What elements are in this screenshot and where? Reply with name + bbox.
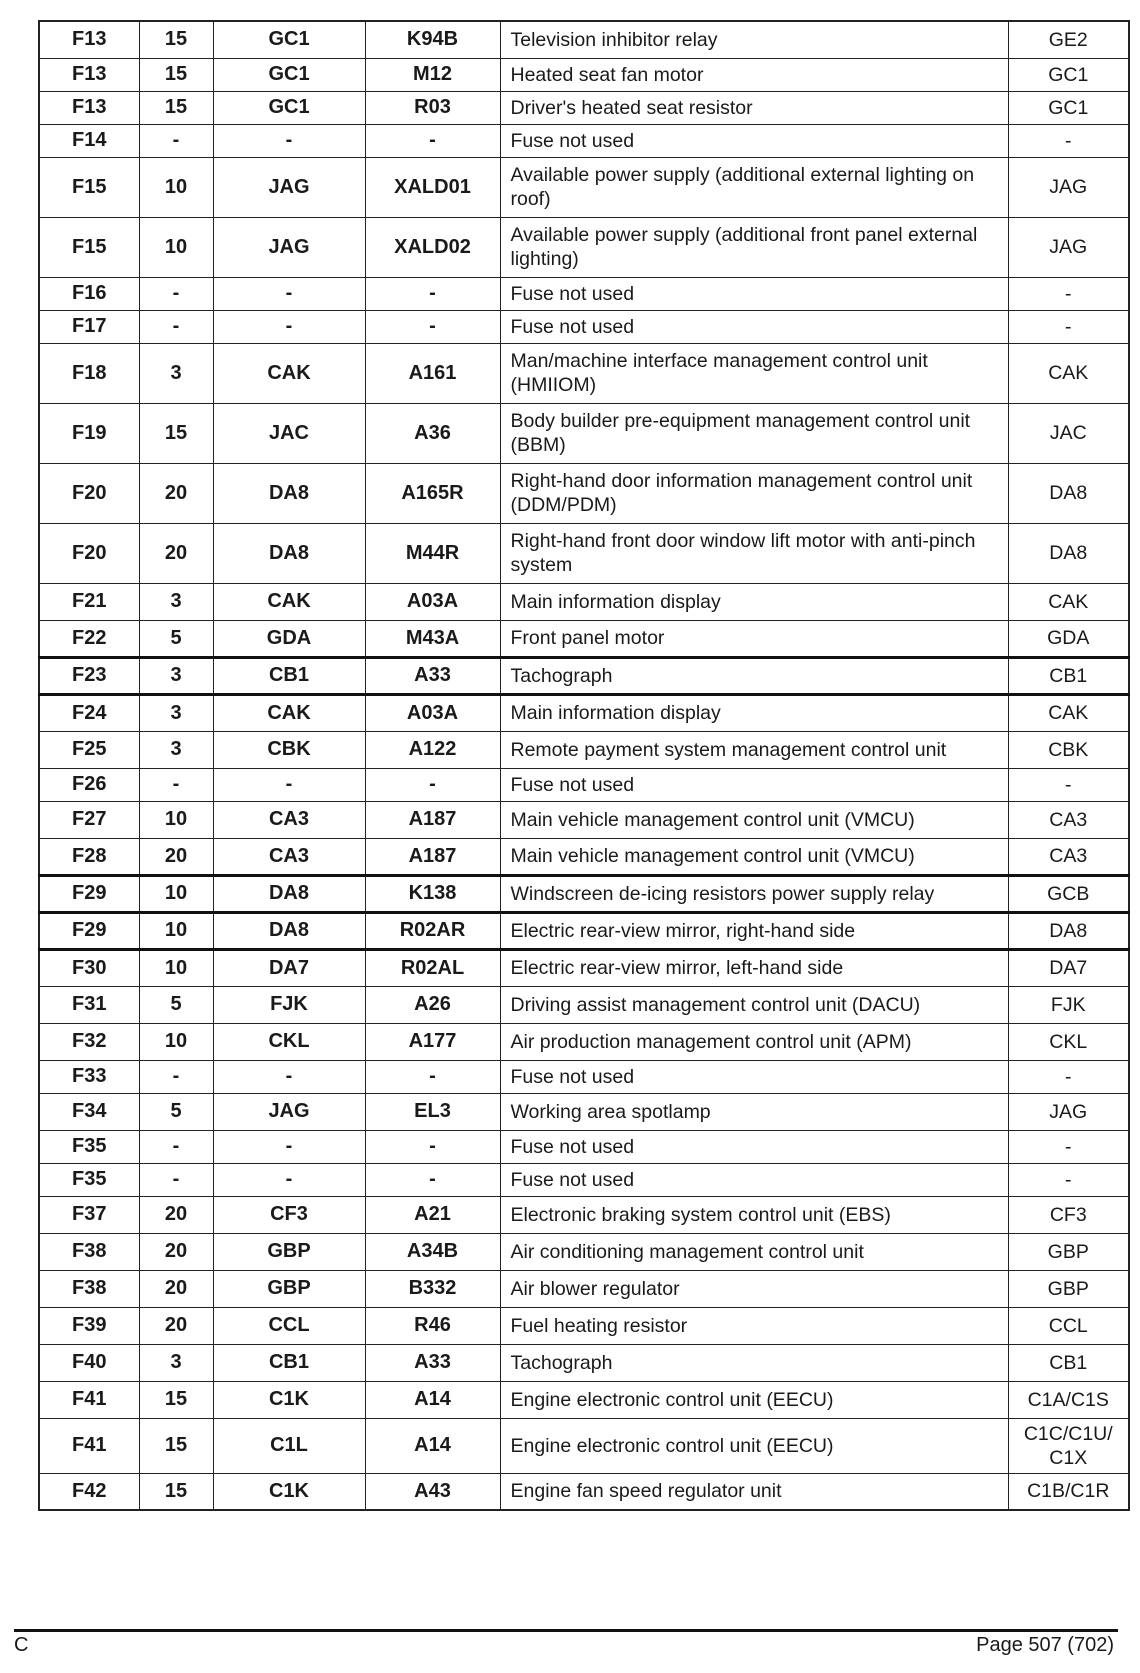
cell-line: - bbox=[1008, 1163, 1129, 1196]
cell-supply: DA8 bbox=[213, 523, 365, 583]
cell-component: - bbox=[365, 277, 500, 310]
cell-line: DA7 bbox=[1008, 949, 1129, 986]
cell-line: CA3 bbox=[1008, 801, 1129, 838]
cell-supply: - bbox=[213, 768, 365, 801]
cell-description: Electric rear-view mirror, left-hand side bbox=[500, 949, 1008, 986]
cell-line: GBP bbox=[1008, 1270, 1129, 1307]
cell-fuse: F18 bbox=[39, 343, 139, 403]
cell-line: DA8 bbox=[1008, 912, 1129, 949]
table-row bbox=[39, 523, 1129, 583]
cell-rating: 10 bbox=[139, 157, 213, 217]
cell-supply: - bbox=[213, 277, 365, 310]
cell-fuse: F30 bbox=[39, 949, 139, 986]
cell-description: Air production management control unit (APM) bbox=[500, 1023, 1008, 1060]
cell-component: A33 bbox=[365, 1344, 500, 1381]
cell-rating: - bbox=[139, 310, 213, 343]
cell-description: Windscreen de-icing resistors power supply relay bbox=[500, 875, 1008, 912]
cell-component: M44R bbox=[365, 523, 500, 583]
cell-line: DA8 bbox=[1008, 463, 1129, 523]
fuse-table-body bbox=[39, 21, 1129, 1510]
cell-fuse: F17 bbox=[39, 310, 139, 343]
cell-supply: JAG bbox=[213, 217, 365, 277]
cell-description: Right-hand door information management control unit (DDM/PDM) bbox=[500, 463, 1008, 523]
cell-line: GDA bbox=[1008, 620, 1129, 657]
cell-rating: 10 bbox=[139, 217, 213, 277]
table-row bbox=[39, 91, 1129, 124]
cell-description: Fuse not used bbox=[500, 1060, 1008, 1093]
cell-supply: CA3 bbox=[213, 838, 365, 875]
cell-description: Fuse not used bbox=[500, 1130, 1008, 1163]
cell-rating: 5 bbox=[139, 620, 213, 657]
cell-supply: DA8 bbox=[213, 463, 365, 523]
table-row bbox=[39, 838, 1129, 875]
cell-supply: C1K bbox=[213, 1473, 365, 1510]
cell-supply: CF3 bbox=[213, 1196, 365, 1233]
cell-line: CCL bbox=[1008, 1307, 1129, 1344]
cell-line: CB1 bbox=[1008, 657, 1129, 694]
cell-rating: - bbox=[139, 277, 213, 310]
cell-fuse: F38 bbox=[39, 1270, 139, 1307]
cell-supply: - bbox=[213, 1130, 365, 1163]
cell-rating: 20 bbox=[139, 523, 213, 583]
cell-supply: CA3 bbox=[213, 801, 365, 838]
cell-description: Driver's heated seat resistor bbox=[500, 91, 1008, 124]
table-row bbox=[39, 58, 1129, 91]
cell-component: - bbox=[365, 1060, 500, 1093]
cell-component: - bbox=[365, 1163, 500, 1196]
cell-fuse: F35 bbox=[39, 1163, 139, 1196]
cell-supply: CB1 bbox=[213, 1344, 365, 1381]
cell-component: EL3 bbox=[365, 1093, 500, 1130]
cell-description: Electric rear-view mirror, right-hand side bbox=[500, 912, 1008, 949]
cell-rating: 3 bbox=[139, 343, 213, 403]
cell-line: CF3 bbox=[1008, 1196, 1129, 1233]
cell-line: - bbox=[1008, 124, 1129, 157]
cell-description: Main information display bbox=[500, 694, 1008, 731]
cell-fuse: F33 bbox=[39, 1060, 139, 1093]
cell-rating: 20 bbox=[139, 463, 213, 523]
cell-supply: - bbox=[213, 1163, 365, 1196]
table-row bbox=[39, 1130, 1129, 1163]
cell-rating: 15 bbox=[139, 1473, 213, 1510]
cell-rating: 15 bbox=[139, 58, 213, 91]
cell-line: C1C/C1U/ C1X bbox=[1008, 1418, 1129, 1473]
cell-rating: - bbox=[139, 1060, 213, 1093]
cell-fuse: F19 bbox=[39, 403, 139, 463]
cell-supply: FJK bbox=[213, 986, 365, 1023]
cell-fuse: F35 bbox=[39, 1130, 139, 1163]
cell-description: Remote payment system management control unit bbox=[500, 731, 1008, 768]
cell-supply: - bbox=[213, 124, 365, 157]
cell-supply: GC1 bbox=[213, 58, 365, 91]
cell-description: Tachograph bbox=[500, 1344, 1008, 1381]
cell-description: Main vehicle management control unit (VMCU) bbox=[500, 838, 1008, 875]
cell-description: Engine fan speed regulator unit bbox=[500, 1473, 1008, 1510]
cell-rating: - bbox=[139, 1163, 213, 1196]
cell-rating: 15 bbox=[139, 1381, 213, 1418]
cell-component: XALD02 bbox=[365, 217, 500, 277]
cell-component: XALD01 bbox=[365, 157, 500, 217]
cell-rating: 3 bbox=[139, 583, 213, 620]
table-row bbox=[39, 1307, 1129, 1344]
cell-component: A161 bbox=[365, 343, 500, 403]
cell-component: A177 bbox=[365, 1023, 500, 1060]
cell-line: GBP bbox=[1008, 1233, 1129, 1270]
cell-line: CBK bbox=[1008, 731, 1129, 768]
cell-component: A26 bbox=[365, 986, 500, 1023]
cell-fuse: F14 bbox=[39, 124, 139, 157]
cell-supply: DA7 bbox=[213, 949, 365, 986]
cell-fuse: F34 bbox=[39, 1093, 139, 1130]
cell-fuse: F41 bbox=[39, 1381, 139, 1418]
cell-rating: 15 bbox=[139, 91, 213, 124]
table-row bbox=[39, 768, 1129, 801]
cell-fuse: F27 bbox=[39, 801, 139, 838]
cell-description: Fuse not used bbox=[500, 124, 1008, 157]
table-row bbox=[39, 801, 1129, 838]
cell-component: A165R bbox=[365, 463, 500, 523]
cell-supply: GC1 bbox=[213, 91, 365, 124]
cell-line: - bbox=[1008, 768, 1129, 801]
cell-supply: CAK bbox=[213, 343, 365, 403]
cell-component: A187 bbox=[365, 838, 500, 875]
cell-rating: 20 bbox=[139, 1233, 213, 1270]
cell-fuse: F32 bbox=[39, 1023, 139, 1060]
cell-fuse: F20 bbox=[39, 523, 139, 583]
cell-component: - bbox=[365, 310, 500, 343]
table-row bbox=[39, 694, 1129, 731]
cell-description: Main information display bbox=[500, 583, 1008, 620]
cell-description: Front panel motor bbox=[500, 620, 1008, 657]
cell-line: CAK bbox=[1008, 583, 1129, 620]
cell-supply: C1L bbox=[213, 1418, 365, 1473]
table-row bbox=[39, 1196, 1129, 1233]
cell-line: DA8 bbox=[1008, 523, 1129, 583]
fuse-table bbox=[38, 20, 1130, 1511]
cell-rating: 20 bbox=[139, 1270, 213, 1307]
cell-component: M12 bbox=[365, 58, 500, 91]
cell-fuse: F26 bbox=[39, 768, 139, 801]
cell-description: Body builder pre-equipment management control unit (BBM) bbox=[500, 403, 1008, 463]
cell-supply: CAK bbox=[213, 694, 365, 731]
cell-description: Available power supply (additional external lighting on roof) bbox=[500, 157, 1008, 217]
cell-line: CA3 bbox=[1008, 838, 1129, 875]
cell-rating: 5 bbox=[139, 1093, 213, 1130]
cell-rating: 15 bbox=[139, 21, 213, 58]
cell-description: Driving assist management control unit (DACU) bbox=[500, 986, 1008, 1023]
cell-description: Fuse not used bbox=[500, 310, 1008, 343]
cell-component: R02AR bbox=[365, 912, 500, 949]
cell-line: C1B/C1R bbox=[1008, 1473, 1129, 1510]
cell-fuse: F15 bbox=[39, 157, 139, 217]
cell-supply: JAC bbox=[213, 403, 365, 463]
cell-rating: - bbox=[139, 124, 213, 157]
cell-component: A43 bbox=[365, 1473, 500, 1510]
cell-line: C1A/C1S bbox=[1008, 1381, 1129, 1418]
cell-fuse: F29 bbox=[39, 875, 139, 912]
table-row bbox=[39, 1270, 1129, 1307]
cell-line: JAC bbox=[1008, 403, 1129, 463]
table-row bbox=[39, 277, 1129, 310]
cell-fuse: F28 bbox=[39, 838, 139, 875]
cell-rating: 10 bbox=[139, 912, 213, 949]
cell-fuse: F37 bbox=[39, 1196, 139, 1233]
footer-rule bbox=[14, 1629, 1118, 1632]
page-number: Page 507 (702) bbox=[976, 1634, 1114, 1656]
cell-rating: 3 bbox=[139, 731, 213, 768]
table-row bbox=[39, 583, 1129, 620]
cell-description: Working area spotlamp bbox=[500, 1093, 1008, 1130]
cell-component: A03A bbox=[365, 583, 500, 620]
cell-component: - bbox=[365, 768, 500, 801]
cell-supply: CB1 bbox=[213, 657, 365, 694]
table-row bbox=[39, 1418, 1129, 1473]
cell-description: Fuse not used bbox=[500, 1163, 1008, 1196]
cell-description: Television inhibitor relay bbox=[500, 21, 1008, 58]
table-row bbox=[39, 657, 1129, 694]
cell-description: Fuse not used bbox=[500, 277, 1008, 310]
cell-rating: 20 bbox=[139, 1307, 213, 1344]
table-row bbox=[39, 1023, 1129, 1060]
cell-rating: 10 bbox=[139, 875, 213, 912]
cell-fuse: F20 bbox=[39, 463, 139, 523]
cell-fuse: F15 bbox=[39, 217, 139, 277]
cell-rating: 20 bbox=[139, 1196, 213, 1233]
table-row bbox=[39, 986, 1129, 1023]
cell-rating: 15 bbox=[139, 1418, 213, 1473]
cell-description: Man/machine interface management control unit (HMIIOM) bbox=[500, 343, 1008, 403]
cell-rating: 3 bbox=[139, 657, 213, 694]
table-row bbox=[39, 1233, 1129, 1270]
cell-line: GC1 bbox=[1008, 91, 1129, 124]
cell-fuse: F31 bbox=[39, 986, 139, 1023]
table-row bbox=[39, 1093, 1129, 1130]
cell-fuse: F13 bbox=[39, 58, 139, 91]
cell-fuse: F24 bbox=[39, 694, 139, 731]
cell-fuse: F40 bbox=[39, 1344, 139, 1381]
cell-supply: DA8 bbox=[213, 912, 365, 949]
cell-line: CKL bbox=[1008, 1023, 1129, 1060]
cell-component: A03A bbox=[365, 694, 500, 731]
table-row bbox=[39, 21, 1129, 58]
cell-line: JAG bbox=[1008, 157, 1129, 217]
cell-rating: - bbox=[139, 1130, 213, 1163]
cell-line: GC1 bbox=[1008, 58, 1129, 91]
cell-fuse: F39 bbox=[39, 1307, 139, 1344]
cell-rating: 10 bbox=[139, 949, 213, 986]
cell-component: M43A bbox=[365, 620, 500, 657]
cell-component: - bbox=[365, 124, 500, 157]
cell-supply: GDA bbox=[213, 620, 365, 657]
cell-line: JAG bbox=[1008, 217, 1129, 277]
cell-component: A33 bbox=[365, 657, 500, 694]
cell-line: - bbox=[1008, 1130, 1129, 1163]
cell-description: Engine electronic control unit (EECU) bbox=[500, 1418, 1008, 1473]
table-row bbox=[39, 463, 1129, 523]
cell-rating: 15 bbox=[139, 403, 213, 463]
cell-supply: JAG bbox=[213, 157, 365, 217]
cell-line: GCB bbox=[1008, 875, 1129, 912]
cell-supply: JAG bbox=[213, 1093, 365, 1130]
cell-fuse: F16 bbox=[39, 277, 139, 310]
cell-supply: DA8 bbox=[213, 875, 365, 912]
cell-description: Main vehicle management control unit (VMCU) bbox=[500, 801, 1008, 838]
cell-component: A36 bbox=[365, 403, 500, 463]
cell-supply: - bbox=[213, 1060, 365, 1093]
cell-component: - bbox=[365, 1130, 500, 1163]
table-row bbox=[39, 912, 1129, 949]
cell-component: K138 bbox=[365, 875, 500, 912]
cell-description: Tachograph bbox=[500, 657, 1008, 694]
cell-line: JAG bbox=[1008, 1093, 1129, 1130]
cell-component: R03 bbox=[365, 91, 500, 124]
cell-fuse: F42 bbox=[39, 1473, 139, 1510]
table-row bbox=[39, 1473, 1129, 1510]
cell-description: Heated seat fan motor bbox=[500, 58, 1008, 91]
table-row bbox=[39, 731, 1129, 768]
table-row bbox=[39, 343, 1129, 403]
table-row bbox=[39, 1060, 1129, 1093]
cell-description: Engine electronic control unit (EECU) bbox=[500, 1381, 1008, 1418]
cell-fuse: F13 bbox=[39, 21, 139, 58]
cell-fuse: F25 bbox=[39, 731, 139, 768]
cell-line: FJK bbox=[1008, 986, 1129, 1023]
cell-rating: 3 bbox=[139, 1344, 213, 1381]
cell-fuse: F23 bbox=[39, 657, 139, 694]
table-row bbox=[39, 875, 1129, 912]
cell-component: A122 bbox=[365, 731, 500, 768]
cell-component: B332 bbox=[365, 1270, 500, 1307]
table-row bbox=[39, 403, 1129, 463]
cell-line: CAK bbox=[1008, 694, 1129, 731]
cell-supply: CKL bbox=[213, 1023, 365, 1060]
cell-rating: 3 bbox=[139, 694, 213, 731]
cell-component: A187 bbox=[365, 801, 500, 838]
table-row bbox=[39, 949, 1129, 986]
cell-component: R02AL bbox=[365, 949, 500, 986]
cell-line: - bbox=[1008, 310, 1129, 343]
footer-section-letter: C bbox=[14, 1634, 29, 1656]
cell-supply: CCL bbox=[213, 1307, 365, 1344]
cell-rating: - bbox=[139, 768, 213, 801]
cell-supply: CAK bbox=[213, 583, 365, 620]
cell-component: A34B bbox=[365, 1233, 500, 1270]
cell-supply: GBP bbox=[213, 1233, 365, 1270]
cell-description: Available power supply (additional front panel external lighting) bbox=[500, 217, 1008, 277]
table-row bbox=[39, 1344, 1129, 1381]
cell-component: K94B bbox=[365, 21, 500, 58]
cell-description: Electronic braking system control unit (EBS) bbox=[500, 1196, 1008, 1233]
cell-component: A21 bbox=[365, 1196, 500, 1233]
cell-description: Right-hand front door window lift motor with anti-pinch system bbox=[500, 523, 1008, 583]
cell-fuse: F22 bbox=[39, 620, 139, 657]
cell-fuse: F13 bbox=[39, 91, 139, 124]
table-row bbox=[39, 157, 1129, 217]
cell-component: A14 bbox=[365, 1418, 500, 1473]
cell-description: Fuel heating resistor bbox=[500, 1307, 1008, 1344]
cell-fuse: F29 bbox=[39, 912, 139, 949]
cell-description: Fuse not used bbox=[500, 768, 1008, 801]
cell-supply: GC1 bbox=[213, 21, 365, 58]
cell-component: R46 bbox=[365, 1307, 500, 1344]
cell-supply: C1K bbox=[213, 1381, 365, 1418]
cell-supply: CBK bbox=[213, 731, 365, 768]
cell-line: CAK bbox=[1008, 343, 1129, 403]
cell-line: CB1 bbox=[1008, 1344, 1129, 1381]
table-row bbox=[39, 1381, 1129, 1418]
cell-rating: 5 bbox=[139, 986, 213, 1023]
cell-line: GE2 bbox=[1008, 21, 1129, 58]
cell-rating: 10 bbox=[139, 801, 213, 838]
table-row bbox=[39, 310, 1129, 343]
cell-supply: GBP bbox=[213, 1270, 365, 1307]
cell-fuse: F41 bbox=[39, 1418, 139, 1473]
cell-description: Air conditioning management control unit bbox=[500, 1233, 1008, 1270]
cell-supply: - bbox=[213, 310, 365, 343]
cell-description: Air blower regulator bbox=[500, 1270, 1008, 1307]
table-row bbox=[39, 1163, 1129, 1196]
cell-line: - bbox=[1008, 277, 1129, 310]
cell-line: - bbox=[1008, 1060, 1129, 1093]
cell-fuse: F21 bbox=[39, 583, 139, 620]
cell-component: A14 bbox=[365, 1381, 500, 1418]
cell-fuse: F38 bbox=[39, 1233, 139, 1270]
table-row bbox=[39, 124, 1129, 157]
table-row bbox=[39, 217, 1129, 277]
cell-rating: 20 bbox=[139, 838, 213, 875]
table-row bbox=[39, 620, 1129, 657]
cell-rating: 10 bbox=[139, 1023, 213, 1060]
